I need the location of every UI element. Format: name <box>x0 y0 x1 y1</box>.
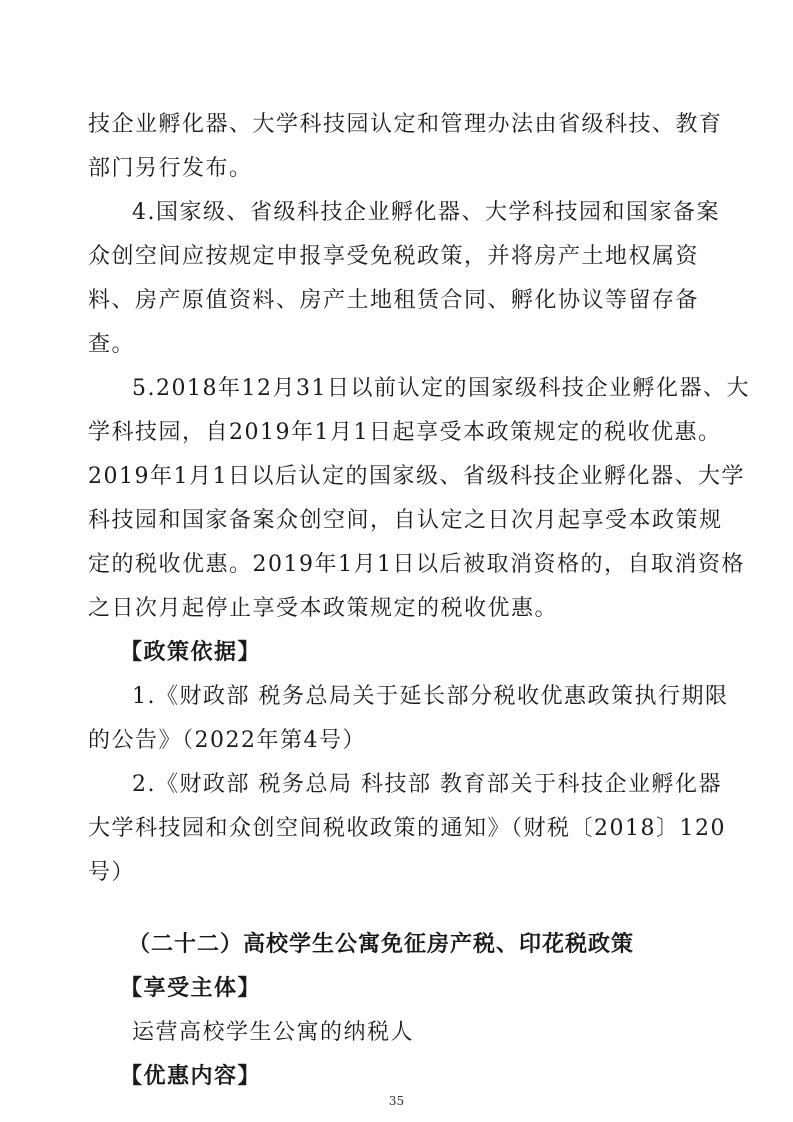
body-text-line: 1.《财政部 税务总局关于延长部分税收优惠政策执行期限 <box>132 684 729 709</box>
page-number: 35 <box>388 1094 405 1108</box>
benefit-heading: 【优惠内容】 <box>120 1064 262 1089</box>
subject-heading: 【享受主体】 <box>120 976 262 1001</box>
body-text-line: 之日次月起停止享受本政策规定的税收优惠。 <box>88 596 559 621</box>
body-text-line: 查。 <box>88 332 136 357</box>
body-text-line: 料、房产原值资料、房产土地租赁合同、孵化协议等留存备 <box>88 288 700 313</box>
body-text-line: 的公告》（2022年第4号） <box>88 728 366 753</box>
body-text-line: 2.《财政部 税务总局 科技部 教育部关于科技企业孵化器 <box>132 772 722 797</box>
body-text-line: 学科技园，自2019年1月1日起享受本政策规定的税收优惠。 <box>88 420 722 445</box>
body-text-line: 定的税收优惠。2019年1月1日以后被取消资格的，自取消资格 <box>88 552 745 577</box>
body-text-line: 号） <box>88 860 136 885</box>
body-text-line: 大学科技园和众创空间税收政策的通知》（财税〔2018〕120 <box>88 816 726 841</box>
body-text-line: 众创空间应按规定申报享受免税政策，并将房产土地权属资 <box>88 244 700 269</box>
body-text-line: 4.国家级、省级科技企业孵化器、大学科技园和国家备案 <box>132 200 720 225</box>
policy-basis-heading: 【政策依据】 <box>120 640 262 665</box>
body-text-line: 5.2018年12月31日以前认定的国家级科技企业孵化器、大 <box>132 376 750 401</box>
section-title: （二十二）高校学生公寓免征房产税、印花税政策 <box>128 932 635 957</box>
body-text-line: 2019年1月1日以后认定的国家级、省级科技企业孵化器、大学 <box>88 464 745 489</box>
body-text-line: 技企业孵化器、大学科技园认定和管理办法由省级科技、教育 <box>88 112 723 137</box>
body-text-line: 科技园和国家备案众创空间，自认定之日次月起享受本政策规 <box>88 508 723 533</box>
body-text-line: 部门另行发布。 <box>88 156 253 181</box>
body-text-line: 运营高校学生公寓的纳税人 <box>132 1020 415 1045</box>
